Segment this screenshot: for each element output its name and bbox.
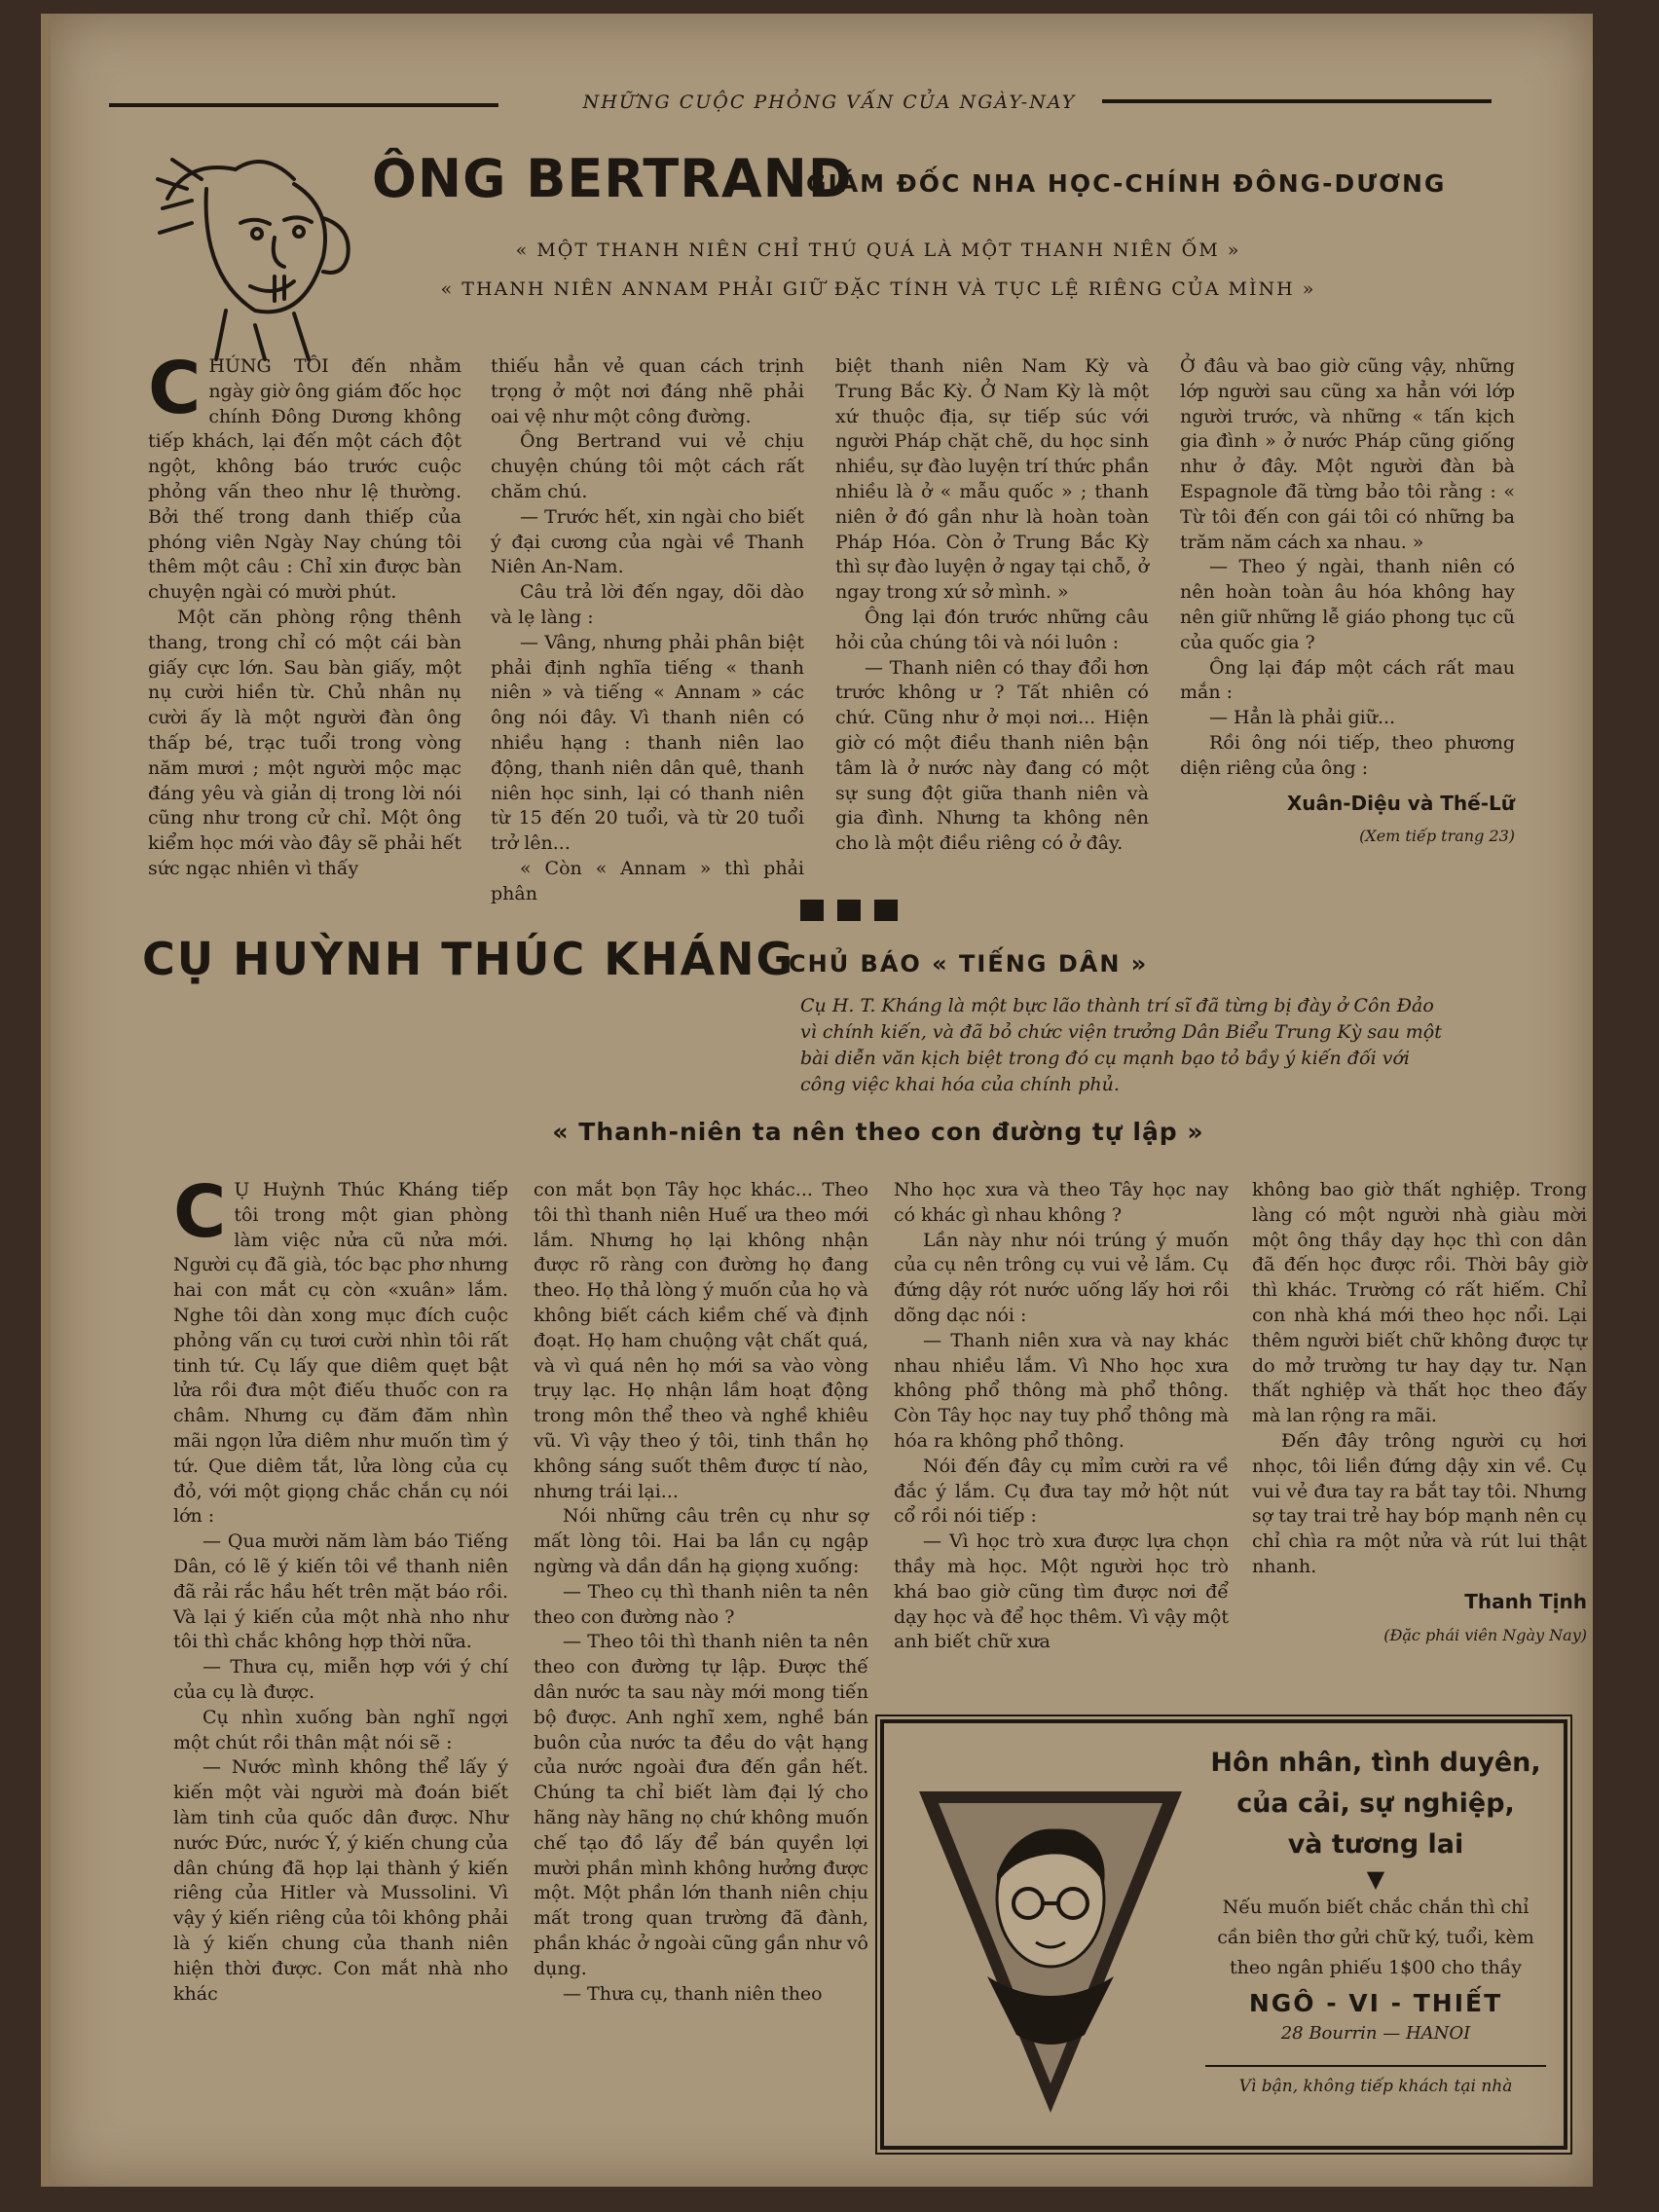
paragraph: Ông lại đáp một cách rất mau mắn : — [1180, 656, 1515, 704]
paragraph: CHÚNG TÔI đến nhằm ngày giờ ông giám đốc học chính Đông Dương không tiếp khách, lại đến một cách đột ngột, không báo trước cuộc phỏng vấn theo như lệ thường. Bởi thế trong danh thiếp của phóng viên Ngày Nay chúng tôi thêm một câu : Chỉ xin được bàn chuyện ngài có mười phút. — [148, 347, 461, 604]
paragraph: — Thanh niên xưa và nay khác nhau nhiều lắm. Vì Nho học xưa không phổ thông mà phổ thông. Còn Tây học nay tuy phổ thông mà hóa ra không phổ thông. — [894, 1329, 1229, 1452]
article2-column-1 — [173, 1170, 508, 2007]
advertisement-box — [880, 1719, 1567, 2150]
paragraph: thiếu hẳn vẻ quan cách trịnh trọng ở một nơi đáng nhẽ phải oai vệ như một công đường. — [491, 355, 804, 427]
article2-signature-note: (Đặc phái viên Ngày Nay) — [1383, 1625, 1587, 1644]
article1-quote-2: « THANH NIÊN ANNAM PHẢI GIỮ ĐẶC TÍNH VÀ TỤC LỆ RIÊNG CỦA MÌNH » — [440, 278, 1316, 300]
article2-column-2 — [534, 1178, 868, 2007]
article1-title: ÔNG BERTRAND — [372, 148, 853, 209]
ad-name: NGÔ - VI - THIẾT — [1248, 1989, 1503, 2017]
paragraph: Câu trả lời đến ngay, dõi dào và lẹ làng : — [491, 581, 804, 628]
series-title: NHỮNG CUỘC PHỎNG VẤN CỦA NGÀY-NAY — [582, 92, 1077, 113]
article1-column-3 — [835, 354, 1149, 857]
paragraph: biệt thanh niên Nam Kỳ và Trung Bắc Kỳ. Ở Nam Kỳ là một xứ thuộc địa, sự tiếp súc với người Pháp chặt chẽ, du học sinh nhiều, sự đào luyện trí thức phần nhiều là ở « mẫu quốc » ; thanh niên ở đó gần như là hoàn toàn Pháp Hóa. Còn ở Trung Bắc Kỳ thì sự đào luyện ở ngay tại chỗ, ở ngay trong xứ sở mình. » — [835, 355, 1149, 604]
paragraph: — Vâng, nhưng phải phân biệt phải định nghĩa tiếng « thanh niên » và tiếng « Annam » các ông nói đây. Vì thanh niên có nhiều hạng : thanh niên lao động, thanh niên dân quê, thanh niên học sinh, lại có thanh niên từ 15 đến 20 tuổi, và từ 20 tuổi trở lên... — [491, 631, 804, 855]
paragraph: — Thanh niên có thay đổi hơn trước không ư ? Tất nhiên có chứ. Cũng như ở mọi nơi... Hiện giờ có một điều thanh niên bận tâm là ở nước này đang có một sự sung đột giữa thanh niên và gia đình. Nhưng ta không nên cho là một điều riêng có ở đây. — [835, 656, 1149, 855]
paragraph: Cụ nhìn xuống bàn nghĩ ngợi một chút rồi thân mật nói sẽ : — [173, 1706, 508, 1753]
section-separator — [800, 900, 898, 921]
article2-column-4 — [1252, 1178, 1587, 1647]
fortune-teller-portrait — [919, 1791, 1182, 2113]
paragraph: không bao giờ thất nghiệp. Trong làng có một người nhà giàu mời một ông thầy dạy học thì con dân đã đến học được rồi. Thời bây giờ thì khác. Trường có rất hiếm. Chỉ con nhà khá mới theo học nổi. Lại thêm người biết chữ không được tự do mở trường tư hay dạy tư. Nạn thất nghiệp và thất học theo đấy mà lan rộng ra mãi. — [1252, 1179, 1587, 1427]
paragraph: Ở đâu và bao giờ cũng vậy, những lớp người sau cũng xa hẳn với lớp người trước, và những « tấn kịch gia đình » ở nước Pháp cũng giống như ở đây. Một người đàn bà Espagnole đã từng bảo tôi rằng : « Từ tôi đến con gái tôi có những ba trăm năm cách xa nhau. » — [1180, 355, 1515, 553]
article1-column-1 — [148, 347, 461, 882]
paragraph: — Theo ý ngài, thanh niên có nên hoàn toàn âu hóa không hay nên giữ những lễ giáo phong tục cũ của quốc gia ? — [1180, 556, 1515, 653]
paragraph: Rồi ông nói tiếp, theo phương diện riêng của ông : — [1180, 731, 1515, 779]
header-rule-right — [1102, 99, 1492, 103]
paragraph: C Ụ Huỳnh Thúc Kháng tiếp tôi trong một gian phòng làm việc nửa cũ nửa mới. Người cụ đã già, tóc bạc phơ nhưng hai con mắt cụ còn «xuân» lắm. Nghe tôi dàn xong mục đích cuộc phỏng vấn cụ tươi cười nhìn tôi rất tinh tứ. Cụ lấy que diêm quẹt bật lửa rồi đưa một điếu thuốc con ra châm. Nhưng cụ đăm đăm nhìn mãi ngọn lửa diêm như muốn tìm ý tứ. Que diêm tắt, lửa lòng của cụ đỏ, với một giọng chắc chắn cụ nói lớn : — [173, 1170, 508, 1528]
drop-cap: C — [173, 1170, 227, 1254]
paragraph: — Trước hết, xin ngài cho biết ý đại cương của ngài về Thanh Niên An-Nam. — [491, 505, 804, 578]
paragraph: — Thưa cụ, miễn hợp với ý chí của cụ là được. — [173, 1656, 508, 1703]
paragraph: Một căn phòng rộng thênh thang, trong chỉ có một cái bàn giấy cực lớn. Sau bàn giấy, một nụ cười hiền từ. Chủ nhân nụ cười ấy là một người đàn ông thấp bé, trạc tuổi trong vòng năm mươi ; một người mộc mạc đáng yêu và giản dị trong lời nói cũng như trong cử chỉ. Một ông kiểm học mới vào đây sẽ phải hết sức ngạc nhiên vì thấy — [148, 606, 461, 879]
article1-column-4 — [1180, 354, 1515, 849]
ad-footer: Vì bận, không tiếp khách tại nhà — [1205, 2065, 1546, 2096]
ad-headline-line-3: và tương lai — [1287, 1829, 1464, 1860]
article2-column-3 — [894, 1178, 1229, 1655]
article1-signature: Xuân-Diệu và Thế-Lữ — [1286, 791, 1515, 815]
advertisement-text — [1205, 1743, 1546, 2096]
article1-column-2 — [491, 354, 804, 907]
paragraph: — Nước mình không thể lấy ý kiến một vài người mà đoán biết làm tinh của quốc dân được. Như nước Đức, nước Ý, ý kiến chung của dân chúng đã họp lại thành ý kiến riêng của Hitler và Mussolini. Vì vậy ý kiến riêng của tôi không phải là ý kiến chung của thanh niên hiện thời được. Con mắt nhà nho khác — [173, 1756, 508, 2005]
paragraph: — Theo tôi thì thanh niên ta nên theo con đường tự lập. Được thế dân nước ta sau này mới mong tiến bộ được. Anh nghĩ xem, nghề bán buôn của nước ta đều do vật hạng của nước ngoài đưa đến gần hết. Chúng ta chỉ biết làm đại lý cho hãng này hãng nọ chứ không muốn chế tạo đồ lấy để bán quyền lợi mười phần mình không hưởng được một. Một phần lớn thanh niên chịu mất trong quan trường đã đành, phần khác ở ngoài cũng gần như vô dụng. — [534, 1631, 868, 1979]
paragraph: — Vì học trò xưa được lựa chọn thầy mà học. Một người học trò khá bao giờ cũng tìm được nơi để dạy học và để học thêm. Vì vậy một anh biết chữ xưa — [894, 1530, 1229, 1653]
ad-address: 28 Bourrin — HANOI — [1280, 2023, 1471, 2044]
triangle-down-icon: ▼ — [1366, 1865, 1385, 1893]
newspaper-page — [41, 14, 1593, 2187]
paragraph: Nói đến đây cụ mỉm cười ra về đắc ý lắm. Cụ đưa tay mở hột nút cổ rồi nói tiếp : — [894, 1455, 1229, 1528]
paragraph: « Còn « Annam » thì phải phân — [491, 857, 804, 904]
ad-body: Nếu muốn biết chắc chắn thì chỉ cần biên thơ gửi chữ ký, tuổi, kèm theo ngân phiếu 1$00 cho thầy — [1217, 1897, 1534, 1978]
paragraph: Ông lại đón trước những câu hỏi của chúng tôi và nói luôn : — [835, 606, 1149, 653]
paragraph: — Qua mười năm làm báo Tiếng Dân, có lẽ ý kiến tôi về thanh niên đã rải rắc hầu hết trên mặt báo rồi. Và lại ý kiến của một nhà nho như tôi thì chắc không hợp thời nữa. — [173, 1530, 508, 1653]
header-rule-left — [109, 103, 498, 107]
article1-quote-1: « MỘT THANH NIÊN CHỈ THÚ QUÁ LÀ MỘT THANH NIÊN ỐM » — [515, 240, 1241, 261]
paragraph: Nói những câu trên cụ như sợ mất lòng tôi. Hai ba lần cụ ngập ngừng và dần dần hạ giọng xuống: — [534, 1505, 868, 1577]
ad-headline-line-1: Hôn nhân, tình duyên, — [1210, 1748, 1541, 1778]
paragraph: Lần này như nói trúng ý muốn của cụ nên trông cụ vui vẻ lắm. Cụ đứng dậy rót nước uống lấy hơi rồi dõng dạc nói : — [894, 1229, 1229, 1326]
paragraph: — Hẳn là phải giữ... — [1209, 707, 1396, 729]
ad-headline-line-2: của cải, sự nghiệp, — [1236, 1788, 1515, 1819]
article2-signature: Thanh Tịnh — [1464, 1589, 1587, 1613]
article2-title: CỤ HUỲNH THÚC KHÁNG — [142, 933, 795, 985]
article2-intro: Cụ H. T. Kháng là một bực lão thành trí sĩ đã từng bị đày ở Côn Đảo vì chính kiến, và đã bỏ chức viện trưởng Dân Biểu Trung Kỳ sau một bài diễn văn kịch biệt trong đó cụ mạnh bạo tỏ bầy ý kiến đối với công việc khai hóa của chính phủ. — [800, 995, 1442, 1095]
article1-subtitle: GIÁM ĐỐC NHA HỌC-CHÍNH ĐÔNG-DƯƠNG — [806, 169, 1447, 198]
paragraph: con mắt bọn Tây học khác... Theo tôi thì thanh niên Huế ưa theo mới lắm. Nhưng họ lại không nhận được rõ ràng con đường họ đang theo. Họ thả lòng ý muốn của họ và không biết cách kiềm chế và định đoạt. Họ ham chuộng vật chất quá, và vì quá nên họ mới sa vào vòng trụy lạc. Họ nhận lầm hoạt động trong môn thể theo và nghề khiêu vũ. Vì vậy theo ý tôi, tinh thần họ không sáng suốt thêm được tí nào, nhưng trái lại... — [534, 1179, 868, 1502]
drop-cap: C — [148, 347, 202, 430]
paragraph: — Theo cụ thì thanh niên ta nên theo con đường nào ? — [534, 1580, 868, 1628]
article2-headline: « Thanh-niên ta nên theo con đường tự lập » — [552, 1118, 1204, 1146]
paragraph: Ông Bertrand vui vẻ chịu chuyện chúng tôi một cách rất chăm chú. — [491, 430, 804, 502]
paragraph: — Thưa cụ, thanh niên theo — [563, 1982, 823, 2005]
article1-continued-note: (Xem tiếp trang 23) — [1359, 827, 1515, 846]
article2-subtitle: CHỦ BÁO « TIẾNG DÂN » — [789, 950, 1149, 977]
paragraph: Nho học xưa và theo Tây học nay có khác gì nhau không ? — [894, 1179, 1229, 1226]
paragraph: Đến đây trông người cụ hơi nhọc, tôi liền đứng dậy xin về. Cụ vui vẻ đưa tay ra bắt tay tôi. Nhưng sợ tay trai trẻ hay bóp mạnh nên cụ chỉ chìa ra một nửa và rút lui thật nhanh. — [1252, 1429, 1587, 1577]
